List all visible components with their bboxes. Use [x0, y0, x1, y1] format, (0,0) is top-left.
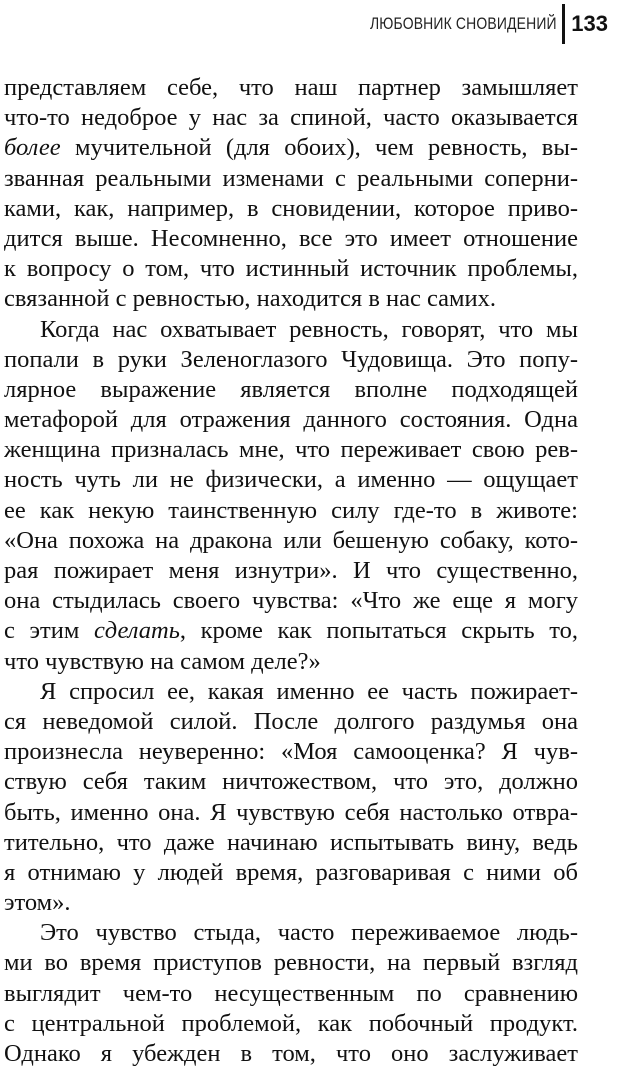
text-line: ее как некую таинственную силу где-то в животе: [4, 496, 578, 524]
text-line: быть, именно она. Я чувствую себя настолько отвра- [4, 798, 578, 826]
text-line: Однако я убежден в том, что оно заслуживает [4, 1040, 578, 1067]
emphasis-text: сделать [93, 617, 180, 645]
text-line: лярное выражение является вполне подходящей [4, 375, 578, 403]
page-header [329, 4, 608, 44]
text-line: произнесла неуверенно: «Моя самооценка? Я чув- [4, 738, 578, 766]
page-number: 133 [571, 11, 608, 36]
text-line: ствую себя таким ничтожеством, что это, должно [4, 768, 578, 796]
text-line: выглядит чем-то несущественным по сравнению [4, 979, 578, 1007]
text-line: я отнимаю у людей время, разговаривая с ними об [4, 858, 578, 886]
text-line: рая пожирает меня изнутри». И что существенно, [4, 557, 578, 584]
text-line: ми во время приступов ревности, на первый взгляд [4, 949, 578, 977]
text-line: что чувствую на самом деле?» [4, 647, 321, 675]
text-line: «Она похожа на дракона или бешеную собаку, кото- [4, 526, 578, 554]
text-line: Когда нас охватывает ревность, говорят, что мы [40, 315, 578, 343]
header-rule [562, 4, 565, 44]
text-line: к вопросу о том, что истинный источник проблемы, [4, 255, 578, 283]
text-line: с центральной проблемой, как побочный продукт. [4, 1009, 578, 1037]
text-line: связанной с ревностью, находится в нас самих. [4, 285, 497, 313]
text-line: этом». [4, 889, 71, 917]
text-segment: , кроме как попытаться скрыть то, [179, 617, 578, 645]
text-line [4, 616, 578, 646]
text-line: она стыдилась своего чувства: «Что же еще я могу [4, 587, 578, 615]
emphasis-text: более [4, 134, 61, 162]
text-line: женщина призналась мне, что переживает свою рев- [4, 436, 578, 464]
running-title: ЛЮБОВНИК СНОВИДЕНИЙ [369, 14, 557, 33]
text-line: Я спросил ее, какая именно ее часть пожирает- [40, 677, 578, 705]
text-line: метафорой для отражения данного состояния. Одна [4, 406, 578, 434]
text-line: что-то недоброе у нас за спиной, часто оказывается [4, 104, 578, 132]
text-line: ся неведомой силой. После долгого раздумья она [4, 707, 578, 735]
text-line: тительно, что даже начинаю испытывать вину, ведь [4, 828, 578, 856]
text-line: ками, как, например, в сновидении, которое приво- [4, 194, 578, 222]
text-line [4, 133, 578, 163]
text-line: попали в руки Зеленоглазого Чудовища. Это попу- [4, 345, 578, 373]
body-text [4, 73, 578, 1069]
text-line: ность чуть ли не физически, а именно — ощущает [4, 466, 578, 494]
text-line: дится выше. Несомненно, все это имеет отношение [4, 224, 578, 252]
text-line: Это чувство стыда, часто переживаемое людь- [40, 919, 578, 947]
text-line: представляем себе, что наш партнер замышляет [4, 74, 578, 101]
text-segment: мучительной (для обоих), чем ревность, вы- [60, 134, 578, 162]
text-line: званная реальными изменами с реальными соперни- [4, 164, 578, 192]
text-segment: с этим [4, 617, 94, 645]
